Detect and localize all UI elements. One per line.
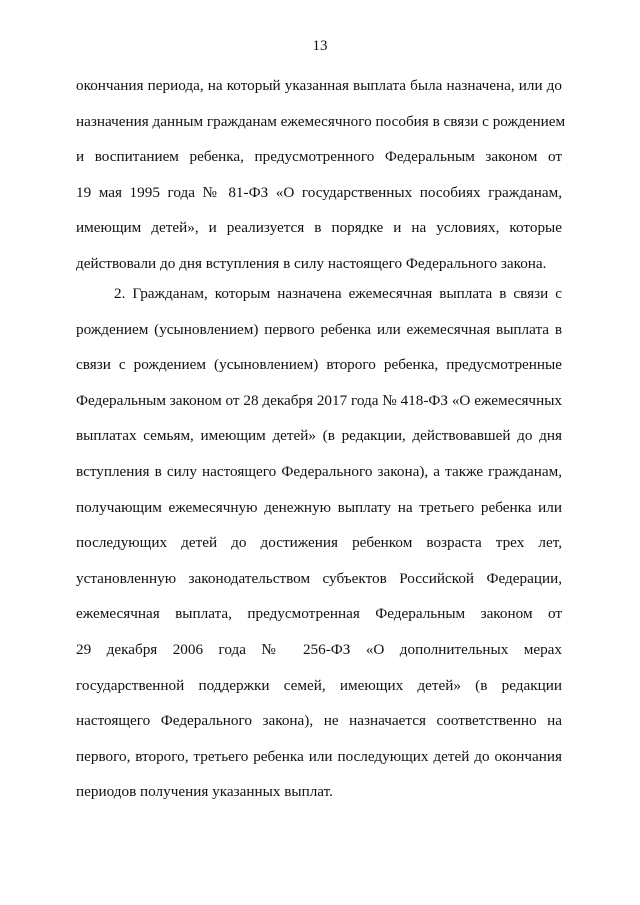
text-line: настоящего Федерального закона), не назначается соответственно на xyxy=(76,712,562,730)
text-line: 19 мая 1995 года № 81-ФЗ «О государственных пособиях гражданам, xyxy=(76,183,562,201)
text-line: действовали до дня вступления в силу настоящего Федерального закона. xyxy=(76,254,547,272)
text-line: первого, второго, третьего ребенка или последующих детей до окончания xyxy=(76,747,562,765)
text-line: 29 декабря 2006 года № 256-ФЗ «О дополнительных мерах xyxy=(76,640,562,658)
text-line: назначения данным гражданам ежемесячного пособия в связи с рождением xyxy=(76,112,566,130)
paragraph-continuation xyxy=(76,68,566,282)
text-line: вступления в силу настоящего Федерального закона), а также гражданам, xyxy=(76,462,562,480)
text-line: связи с рождением (усыновлением) второго ребенка, предусмотренные xyxy=(76,356,562,374)
text-line: Федеральным законом от 28 декабря 2017 года № 418-ФЗ «О ежемесячных xyxy=(76,391,562,409)
page-number: 13 xyxy=(312,38,328,54)
paragraph-1 xyxy=(76,68,566,282)
text-line: рождением (усыновлением) первого ребенка или ежемесячная выплата в xyxy=(76,320,562,338)
text-line: государственной поддержки семей, имеющих детей» (в редакции xyxy=(76,676,562,694)
text-line: и воспитанием ребенка, предусмотренного Федеральным законом от xyxy=(76,148,562,166)
paragraph-2 xyxy=(76,276,562,810)
text-line: последующих детей до достижения ребенком возраста трех лет, xyxy=(76,534,562,552)
text-line: окончания периода, на который указанная выплата была назначена, или до xyxy=(76,77,562,94)
text-line: получающим ежемесячную денежную выплату на третьего ребенка или xyxy=(76,498,562,516)
text-line: ежемесячная выплата, предусмотренная Федеральным законом от xyxy=(76,605,562,623)
text-line: установленную законодательством субъектов Российской Федерации, xyxy=(76,569,562,587)
text-line: 2. Гражданам, которым назначена ежемесячная выплата в связи с xyxy=(114,285,562,302)
text-line: выплатах семьям, имеющим детей» (в редакции, действовавшей до дня xyxy=(76,427,562,445)
text-line: имеющим детей», и реализуется в порядке и на условиях, которые xyxy=(76,219,562,237)
paragraph-item-2 xyxy=(76,276,562,810)
text-line: периодов получения указанных выплат. xyxy=(76,783,333,801)
